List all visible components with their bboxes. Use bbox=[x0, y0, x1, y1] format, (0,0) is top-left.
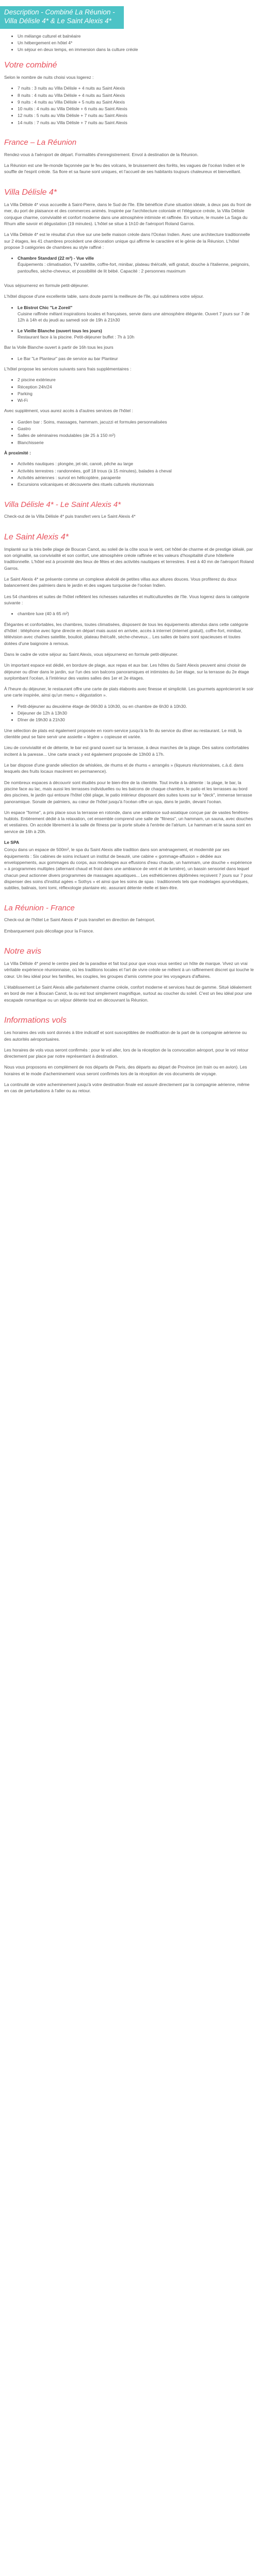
list-item: • 2 piscine extérieure bbox=[18, 377, 254, 383]
nights-list bbox=[18, 85, 254, 126]
list-item: • Wi-Fi bbox=[18, 397, 254, 403]
title-banner bbox=[0, 6, 124, 29]
list-item: • Un séjour en deux temps, en immersion dans la culture créole bbox=[18, 46, 254, 53]
paragraph: Un important espace est dédié, en bordure de plage, aux repas et aux bar. Les hôtes du Saint Alexis peuvent ainsi choisir de déjeuner ou dîner dans le jardin, sur l'un des son balcons panoramiques et intimistes du 1er étage, sur la terrasse du 2e étage surplombant l'océan, à l'intérieur des vastes salles des 1er et 2e étages. bbox=[4, 663, 249, 681]
section-title: France – La Réunion bbox=[4, 138, 77, 147]
page-title: Description - Combiné La Réunion - Villa Délisle 4* & Le Saint Alexis 4* bbox=[4, 8, 115, 25]
list-item: • Un hébergement en hôtel 4* bbox=[18, 40, 254, 46]
section-title: Villa Délisle 4* - Le Saint Alexis 4* bbox=[4, 500, 121, 509]
restaurant-desc: Restaurant face à la piscine. Petit-déjeuner buffet : 7h à 10h bbox=[18, 334, 135, 340]
paragraph: Check-out de la Villa Délisle 4* puis transfert vers Le Saint Alexis 4* bbox=[4, 514, 136, 519]
proximity-list bbox=[18, 461, 254, 487]
paragraph: Implanté sur la très belle plage de Boucan Canot, au soleil de la côte sous le vent, cet hôtel de charme et de prestige idéalé, par son originalité, sa convivialité et son confort, une atmosphère créole raffinée et les valeurs d'hospitalité d'une hôtellerie traditionnelle. L'hôtel est à proximité des lieux de fêtes et des activités nautiques et terrestres. Il est à 40 mn de l'aéroport Roland Garros. bbox=[4, 546, 254, 571]
paragraph: Avec supplément, vous aurez accès à d'autres services de l'hôtel : bbox=[4, 408, 133, 414]
list-item: • Activités aériennes : survol en hélicoptère, parapente bbox=[18, 474, 254, 481]
paragraph: Un espace "forme", a pris place sous la terrasse en rotonde, dans une ambiance sud-asiatique conçue par de vastes fenêtres-hublots. Entièrement dédié à la relaxation, cet ensemble comprend une salle de "fitness", un hammam, un sauna, avec douches et vestiaires. On accède librement à la salle de fitness par la porte située à l'entrée de l'atrium. Le hammam et le sauna sont en service de 16h à 20h. bbox=[4, 809, 253, 834]
list-item: • Activités terrestres : randonnées, golf 18 trous (à 15 minutes), balades à cheval bbox=[18, 468, 254, 474]
subsection-title: Le SPA bbox=[4, 840, 20, 845]
list-item: • Le Bar "Le Planteur" pas de service au bar Planteur bbox=[18, 355, 254, 362]
paragraph: Bar la Voile Blanche ouvert à partir de 16h tous les jours bbox=[4, 345, 114, 350]
list-item: • 12 nuits : 5 nuits au Villa Délisle + 7 nuits au Saint Alexis bbox=[18, 112, 254, 118]
room-list bbox=[18, 611, 254, 617]
list-item: • 9 nuits : 4 nuits au Villa Délisle + 5 nuits au Saint Alexis bbox=[18, 99, 254, 105]
intro-list bbox=[18, 33, 254, 53]
content bbox=[0, 33, 258, 1094]
restaurant-list bbox=[18, 304, 254, 341]
section-title: Le Saint Alexis 4* bbox=[4, 532, 69, 541]
list-item: • Excursions volcaniques et découverte des rituels culturels réunionnais bbox=[18, 481, 254, 487]
services-list bbox=[18, 377, 254, 403]
list-item: • 8 nuits : 4 nuits au Villa Délisle + 4 nuits au Saint Alexis bbox=[18, 92, 254, 98]
list-item: • Garden bar : Soins, massages, hammam, jacuzzi et formules personnalisées bbox=[18, 419, 254, 425]
paragraph: La continuité de votre acheminement jusqu'à votre destination finale est assuré directement par la compagnie aérienne, même en cas de perturbations à l'aller ou au retour. bbox=[4, 1082, 250, 1094]
list-item: • 7 nuits : 3 nuits au Villa Délisle + 4 nuits au Saint Alexis bbox=[18, 85, 254, 91]
paragraph: Le bar dispose d'une grande sélection de whiskies, de rhums et de rhums « arrangés » (liqueurs réunionnaises, c.à.d. dans lesquels des fruits locaux macèrent en permanence). bbox=[4, 762, 244, 774]
paragraph: Rendez-vous à l'aéroport de départ. Formalités d'enregistrement. Envol à destination de la Réunion. bbox=[4, 151, 199, 157]
list-item bbox=[18, 255, 254, 274]
list-item: • Petit-déjeuner au deuxième étage de 06h30 à 10h30, ou en chambre de 6h30 à 10h30. bbox=[18, 703, 254, 709]
list-item: • Un mélange culturel et balnéaire bbox=[18, 33, 254, 39]
paragraph: Conçu dans un espace de 500m², le spa du Saint Alexis allie tradition dans son aménagement, et modernité par ses équipements : Six cabines de soins incluant un institut de beauté, une cabine « gommage-affusion » dédiée aux enveloppements, aux gommages du corps, aux modelages aux effusions d'eau chaude, un hammam, une douche « expérience » à programmes multiples (alternant chaud et froid dans une ambiance de vent et de lumière), un bassin sensoriel dans lequel chacun peut actionner divers programmes de massages aquatiques... Les esthéticiennes diplômées reçoivent 7 jours sur 7 pour dispenser des soins d'institut agées « Sothys » et ainsi que les soins de spas : traditionnels tels que modelages ayurvédiques, subtiles, balinais, tomi tomi, réflexologie plantaire etc. assurant détente réelle et bien-être. bbox=[4, 847, 253, 891]
section-title: Notre avis bbox=[4, 946, 42, 956]
paragraph: Lieu de convivialité et de détente, le bar est grand ouvert sur la terrasse, à deux marches de la plage. Des salons confortables incitent à la paresse... Une carte snack y est également proposée de 13h00 à 17h. bbox=[4, 745, 249, 757]
paragraph: De nombreux espaces à découvrir sont étudiés pour le bien-être de la clientèle. Tout invite à la détente : la plage, le bar, la piscine face au lac, mais aussi les terrasses individuelles ou les balcons de chaque chambre, le patio et les terrasses au bord des piscines, le jardin qui entoure l'hôtel côté plage, le patio intérieur disposant des suites luxes sur le "deck", immense terrasse panoramique. Sonate de palmiers, au cœur de l'hôtel jusqu'à l'océan offre un spa, dans le jardin, devant l'océan. bbox=[4, 779, 252, 804]
paragraph: L'établissement Le Saint Alexis allie parfaitement charme créole, confort moderne et services haut de gamme. Situé idéalement en bord de mer à Boucan Canot, la ou est tout simplement magnifique, surtout au coucher du soleil. C'est un lieu idéal pour une escapade romantique ou un séjour détente tout en découvrant la Réunion. bbox=[4, 985, 252, 1003]
paragraph: Les 54 chambres et suites de l'hôtel reflètent les richesses naturelles et multiculturelles de l'île. Vous logerez dans la catégorie suivante : bbox=[4, 594, 249, 605]
list-item bbox=[18, 328, 254, 341]
section-title: Informations vols bbox=[4, 1016, 67, 1025]
paragraph: La Villa Délisle 4* prend le centre pied de la paradise et fait tout pour que vous vous sentiez un hôte de marque. Vivez un vrai véritable expérience réunionnaise, où les traditions locales et l'art de vivre créole se mêlent à un raffinement discret qui touche le cœur. Un lieu idéal pour les familles, les couples, les groupes d'amis comme pour les voyageurs d'affaires. bbox=[4, 961, 254, 979]
paragraph: Les horaires de vols vous seront confirmés : pour le vol aller, lors de la réception de la convocation aéroport, pour le vol retour directement par place par notre représentant à destination. bbox=[4, 1047, 249, 1059]
paragraph: À l'heure du déjeuner, le restaurant offre une carte de plats élaborés avec finesse et simplicité. Les gourmets apprécieront le soir une carte inspirée, ainsi qu'un menu « dégustation ». bbox=[4, 686, 254, 698]
section-title: Villa Délisle 4* bbox=[4, 188, 57, 197]
list-item: • Gastro bbox=[18, 426, 254, 432]
list-item: • Déjeuner de 12h à 13h30 bbox=[18, 710, 254, 716]
meal-times-list bbox=[18, 703, 254, 723]
paragraph: L'hôtel propose les services suivants sans frais supplémentaires : bbox=[4, 366, 132, 371]
paragraph: Les horaires des vols sont donnés à titre indicatif et sont susceptibles de modification de la part de la compagnie aérienne ou des autorités aéroportuaires. bbox=[4, 1030, 247, 1042]
section-title: Votre combiné bbox=[4, 60, 57, 70]
paragraph: La Villa Délisle 4* vous accueille à Saint-Pierre, dans le Sud de l'île. Elle bénéficie d'une situation idéale, à deux pas du front de mer, du port de plaisance et des commerces animés. Inspirée par l'architecture coloniale et l'élégance créole, la Villa Délisle conjugue charme, convivialité et confort moderne dans une atmosphère intimiste et raffinée. En voiture, le musée La Saga du Rhum allie savoir et dégustation (19 minutes). L'hôtel se situe à 1h10 de l'aéroport Roland Garros. bbox=[4, 201, 251, 226]
paragraph: Vous séjournerez en formule petit-déjeuner. bbox=[4, 283, 89, 289]
paragraph: L'hôtel dispose d'une excellente table, sans doute parmi la meilleure de l'île, qui sublimera votre séjour. bbox=[4, 294, 204, 299]
list-item: • 10 nuits : 4 nuits au Villa Délisle + 6 nuits au Saint Alexis bbox=[18, 106, 254, 112]
list-item bbox=[18, 304, 254, 324]
paragraph: Dans le cadre de votre séjour au Saint Alexis, vous séjournerez en formule petit-déjeuner. bbox=[4, 651, 179, 657]
restaurant-name: Le Bistrot Chic "Le Zoreil" bbox=[18, 304, 73, 310]
list-item: • Réception 24h/24 bbox=[18, 384, 254, 390]
paragraph: Nous vous proposons en complément de nos départs de Paris, des départs au départ de Province (en train ou en avion). Les horaires et le mode d'acheminement vous seront confirmés lors de la réception de vos documents de voyage. bbox=[4, 1064, 247, 1076]
paragraph: Le Saint Alexis 4* se présente comme un complexe alvéolé de petites villas aux allures douces. Vous profiterez du doux balancement des palmiers dans le jardin et des vagues turquoise de l'océan Indien. bbox=[4, 577, 237, 588]
paid-services-list bbox=[18, 419, 254, 446]
list-item: • Blanchisserie bbox=[18, 439, 254, 446]
list-item: • chambre luxe (40 à 65 m²) bbox=[18, 611, 254, 617]
room-desc: Équipements : climatisation, TV satellite, coffre-fort, minibar, plateau thé/café, wifi gratuit, douche à l'italienne, peignoirs, pantoufles, sèche-cheveux, et possibilité de lit bébé. Capacité : 2 personnes maximum bbox=[18, 262, 250, 274]
paragraph: Embarquement puis décollage pour la France. bbox=[4, 928, 94, 934]
list-item: • Dîner de 19h30 à 21h30 bbox=[18, 717, 254, 723]
paragraph: Élégantes et confortables, les chambres, toutes climatisées, disposent de tous les équipements attendus dans cette catégorie d'hôtel : téléphone avec ligne directe en départ mais aussi en arrivée, accès à internet (internet gratuit), coffre-fort, minibar, télévision avec chaînes satellite, bouiloir, plateau thé/café, sèche-cheveux... Les salles de bains sont spacieuses et toutes dotées d'une baignoire à remous. bbox=[4, 621, 248, 646]
list-item: • Parking bbox=[18, 391, 254, 397]
page bbox=[0, 6, 258, 1094]
room-name: Chambre Standard (22 m²) - Vue ville bbox=[18, 256, 94, 261]
paragraph: À proximité : bbox=[4, 450, 31, 455]
room-list bbox=[18, 255, 254, 274]
bar-list bbox=[18, 355, 254, 362]
section-title: La Réunion - France bbox=[4, 903, 75, 912]
paragraph: La Réunion est une île-monde façonnée par le feu des volcans, le bruissement des forêts, les vagues de l'océan Indien et le souffle de l'esprit créole. Sa flore et sa faune sont uniques, et l'accueil de ses habitants toujours chaleureux et bienveillant. bbox=[4, 163, 245, 175]
paragraph: Check-out de l'hôtel Le Saint Alexis 4* puis transfert en direction de l'aéroport. bbox=[4, 917, 155, 923]
list-item: • Salles de séminaires modulables (de 25 à 150 m²) bbox=[18, 432, 254, 438]
restaurant-name: Le Vieille Blanche (ouvert tous les jours) bbox=[18, 328, 102, 333]
list-item: • Activités nautiques : plongée, jet-ski, canoë, pêche au large bbox=[18, 461, 254, 467]
restaurant-desc: Cuisine raffinée mêlant inspirations locales et françaises, servie dans une atmosphère élégante. Ouvert 7 jours sur 7 de 12h à 14h et du jeudi au samedi soir de 19h à 21h30 bbox=[18, 311, 250, 323]
paragraph: La Villa Délisle 4* est le résultat d'un rêve sur une belle maison créole dans l'Océan Indien. Avec une architecture traditionnelle sur 2 étages, les 41 chambres procèdent une décoration unique qui affirme le caractère et le génie de la Réunion. L'hôtel propose 3 catégories de chambres au style raffiné : bbox=[4, 232, 250, 250]
paragraph: Une sélection de plats est également proposée en room-service jusqu'à la fin du service du dîner au restaurant. Le midi, la clientèle peut se faire servir une assiette « légère » copieuse et variée. bbox=[4, 727, 242, 739]
paragraph: Selon le nombre de nuits choisi vous logerez : bbox=[4, 74, 94, 80]
list-item: • 14 nuits : 7 nuits au Villa Délisle + 7 nuits au Saint Alexis bbox=[18, 120, 254, 126]
